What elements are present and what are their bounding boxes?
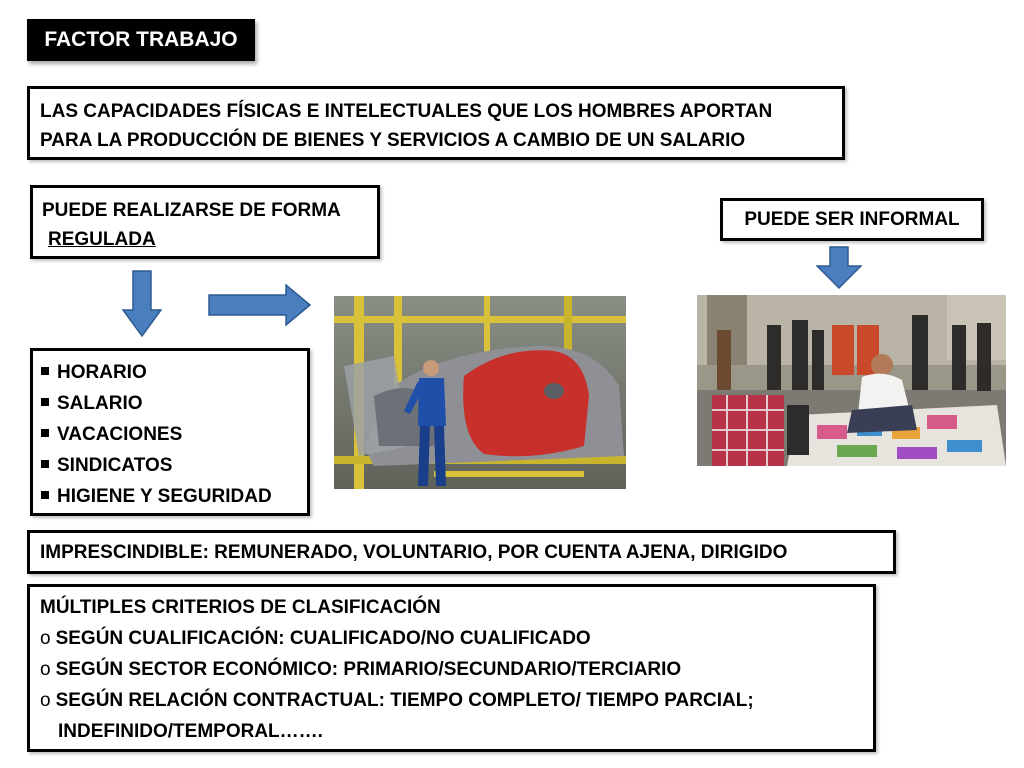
criterios-box (27, 584, 876, 752)
list-item: HIGIENE Y SEGURIDAD (41, 481, 299, 512)
street-market-photo (697, 295, 1006, 466)
slide-title: FACTOR TRABAJO (27, 19, 255, 61)
list-item: o SEGÚN CUALIFICACIÓN: CUALIFICADO/NO CUALIFICADO (40, 628, 591, 649)
down-arrow-icon (122, 270, 162, 338)
regulated-features-box (30, 348, 310, 516)
circle-bullet: o (40, 690, 51, 711)
regulada-line-1: PUEDE REALIZARSE DE FORMA (42, 200, 341, 221)
list-item-continuation: INDEFINIDO/TEMPORAL……. (58, 721, 323, 742)
right-arrow-icon (208, 284, 312, 326)
definition-box (27, 86, 845, 160)
factory-photo (334, 296, 626, 489)
criterios-heading: MÚLTIPLES CRITERIOS DE CLASIFICACIÓN (40, 597, 441, 618)
list-item: SALARIO (41, 388, 299, 419)
definition-line-1: LAS CAPACIDADES FÍSICAS E INTELECTUALES QUE LOS HOMBRES APORTAN (40, 101, 773, 122)
criterios-list (40, 623, 863, 747)
circle-bullet: o (40, 659, 51, 680)
imprescindible-box: IMPRESCINDIBLE: REMUNERADO, VOLUNTARIO, POR CUENTA AJENA, DIRIGIDO (27, 530, 896, 574)
regulada-line-2: REGULADA (48, 229, 156, 250)
list-item: o SEGÚN RELACIÓN CONTRACTUAL: TIEMPO COMPLETO/ TIEMPO PARCIAL; (40, 690, 754, 711)
list-item: SINDICATOS (41, 450, 299, 481)
list-item: VACACIONES (41, 419, 299, 450)
regulada-box (30, 185, 380, 259)
list-item: o SEGÚN SECTOR ECONÓMICO: PRIMARIO/SECUNDARIO/TERCIARIO (40, 659, 682, 680)
list-item: HORARIO (41, 357, 299, 388)
circle-bullet: o (40, 628, 51, 649)
down-arrow-informal-icon (816, 246, 862, 290)
regulated-features-list (41, 357, 299, 512)
informal-box: PUEDE SER INFORMAL (720, 198, 984, 241)
definition-line-2: PARA LA PRODUCCIÓN DE BIENES Y SERVICIOS A CAMBIO DE UN SALARIO (40, 130, 746, 151)
